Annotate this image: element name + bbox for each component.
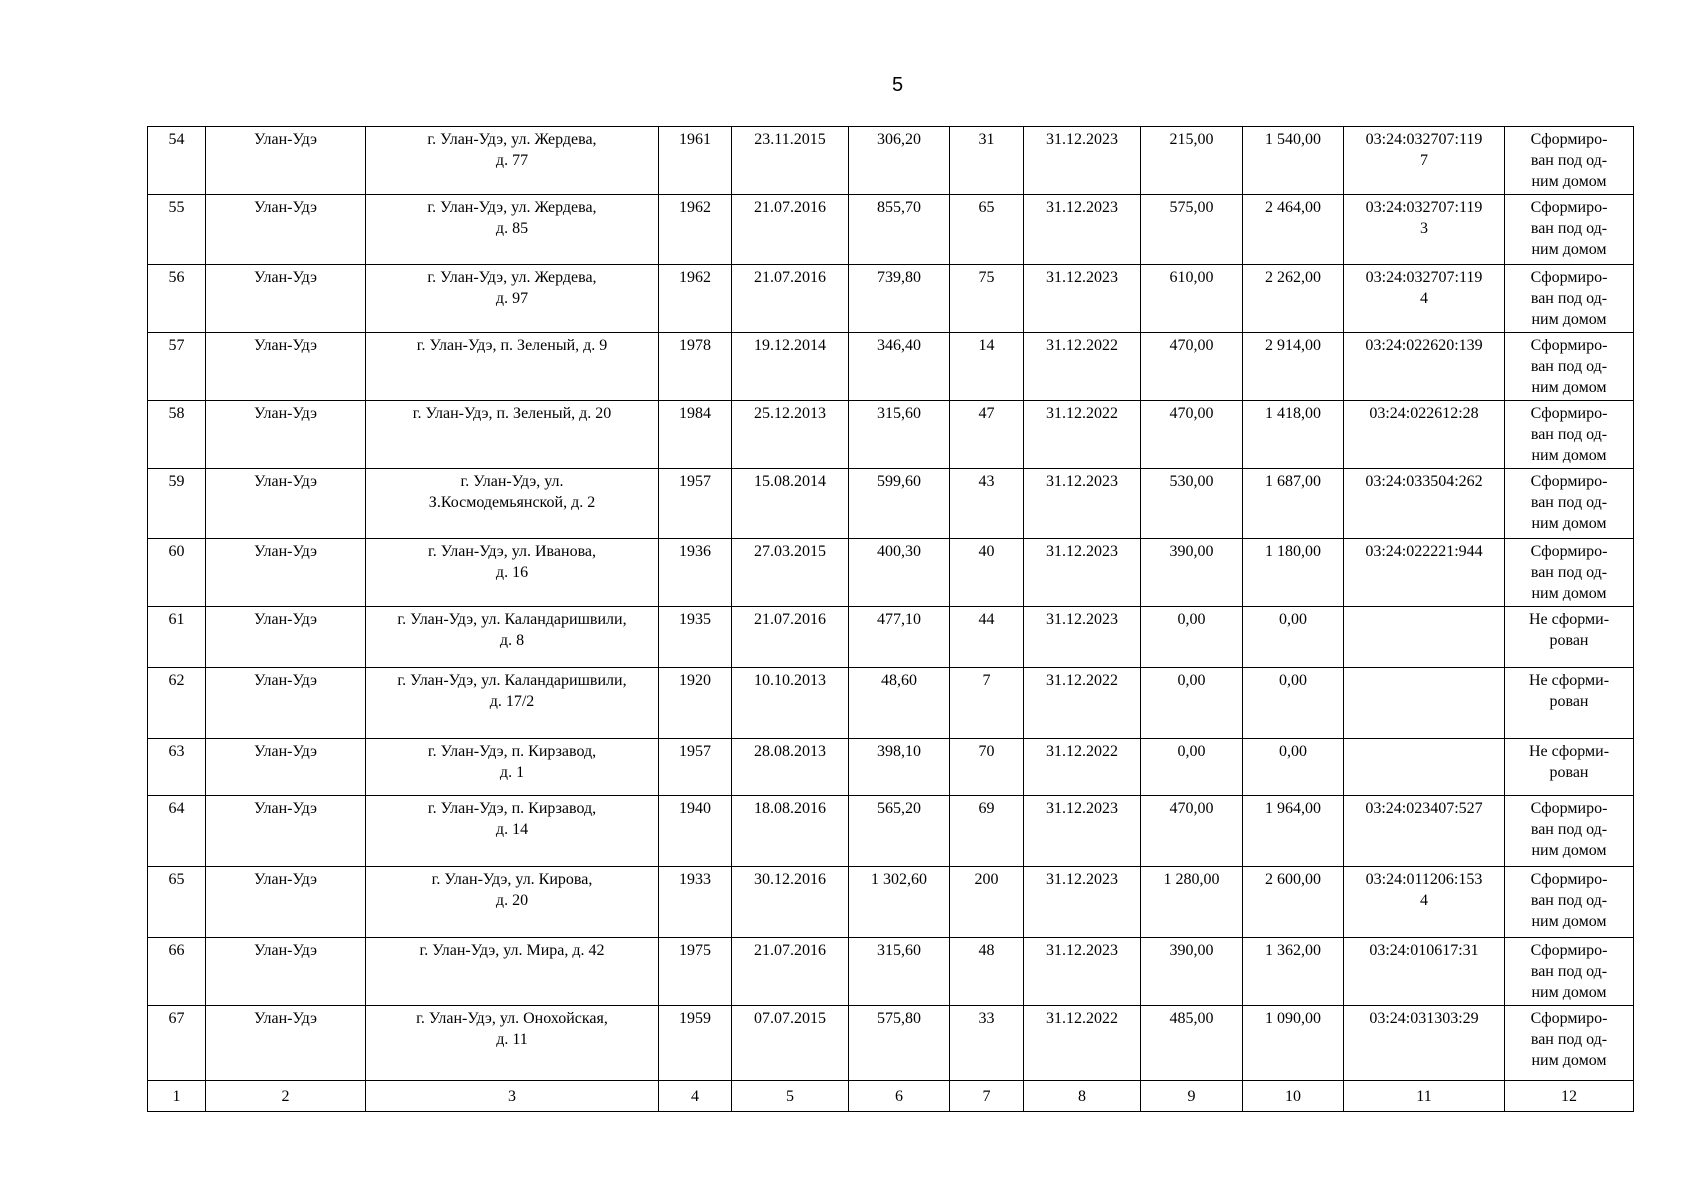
- deadline-cell: 31.12.2022: [1024, 739, 1141, 796]
- city-cell: Улан-Удэ: [206, 739, 366, 796]
- row-number: 62: [148, 668, 206, 739]
- status-line: ним домом: [1531, 241, 1607, 258]
- area-cell: 565,20: [849, 796, 950, 867]
- date-cell: 21.07.2016: [732, 265, 849, 333]
- status-line: Сформиро-: [1530, 871, 1608, 888]
- land-area-cell: 470,00: [1141, 333, 1243, 401]
- status-line: ним домом: [1531, 173, 1607, 190]
- table-row: [148, 539, 1634, 607]
- area-cell: 599,60: [849, 469, 950, 539]
- total-area-cell: 2 464,00: [1243, 195, 1344, 265]
- year-cell: 1940: [659, 796, 732, 867]
- deadline-cell: 31.12.2023: [1024, 607, 1141, 668]
- column-number: 7: [950, 1081, 1024, 1112]
- table-row: [148, 401, 1634, 469]
- cadastral-number-cell: [1344, 668, 1505, 739]
- total-area-cell: 0,00: [1243, 607, 1344, 668]
- column-number: 6: [849, 1081, 950, 1112]
- column-number: 5: [732, 1081, 849, 1112]
- status-line: ним домом: [1531, 984, 1607, 1001]
- status-line: Не сформи-: [1528, 672, 1610, 689]
- deadline-cell: 31.12.2023: [1024, 265, 1141, 333]
- year-cell: 1959: [659, 1006, 732, 1081]
- year-cell: 1957: [659, 739, 732, 796]
- status-line: ван под од-: [1530, 892, 1608, 909]
- status-line: рован: [1549, 632, 1589, 649]
- status-line: ним домом: [1531, 311, 1607, 328]
- address-cell: [366, 333, 659, 401]
- cadastral-line: 03:24:032707:119: [1365, 199, 1483, 216]
- cadastral-line: 7: [1420, 152, 1428, 169]
- area-cell: 398,10: [849, 739, 950, 796]
- land-status-cell: [1505, 539, 1634, 607]
- date-cell: 21.07.2016: [732, 607, 849, 668]
- land-area-cell: 530,00: [1141, 469, 1243, 539]
- people-cell: 48: [950, 938, 1024, 1006]
- status-line: ван под од-: [1530, 564, 1608, 581]
- address-cell: [366, 607, 659, 668]
- deadline-cell: 31.12.2023: [1024, 867, 1141, 938]
- land-area-cell: 390,00: [1141, 938, 1243, 1006]
- cadastral-line: 03:24:032707:119: [1365, 269, 1483, 286]
- address-line: д. 16: [495, 564, 529, 581]
- date-cell: 25.12.2013: [732, 401, 849, 469]
- land-area-cell: 390,00: [1141, 539, 1243, 607]
- address-line: г. Улан-Удэ, ул. Каландаришвили,: [397, 672, 627, 689]
- date-cell: 10.10.2013: [732, 668, 849, 739]
- page-number: 5: [891, 74, 904, 96]
- address-line: г. Улан-Удэ, ул. Жердева,: [427, 131, 597, 148]
- status-line: Сформиро-: [1530, 473, 1608, 490]
- status-line: Сформиро-: [1530, 405, 1608, 422]
- cadastral-line: 03:24:022612:28: [1369, 405, 1479, 422]
- cadastral-line: 4: [1420, 892, 1428, 909]
- deadline-cell: 31.12.2023: [1024, 469, 1141, 539]
- city-cell: Улан-Удэ: [206, 938, 366, 1006]
- status-line: ван под од-: [1530, 152, 1608, 169]
- city-cell: Улан-Удэ: [206, 401, 366, 469]
- people-cell: 69: [950, 796, 1024, 867]
- registry-table: [147, 126, 1634, 1112]
- land-status-cell: [1505, 1006, 1634, 1081]
- status-line: рован: [1549, 764, 1589, 781]
- deadline-cell: 31.12.2022: [1024, 401, 1141, 469]
- cadastral-line: 03:24:032707:119: [1365, 131, 1483, 148]
- table-row: [148, 265, 1634, 333]
- date-cell: 21.07.2016: [732, 195, 849, 265]
- table-row: [148, 867, 1634, 938]
- cadastral-number-cell: [1344, 938, 1505, 1006]
- status-line: Сформиро-: [1530, 199, 1608, 216]
- area-cell: 315,60: [849, 401, 950, 469]
- address-cell: [366, 668, 659, 739]
- address-cell: [366, 796, 659, 867]
- cadastral-line: 03:24:022221:944: [1365, 543, 1483, 560]
- area-cell: 346,40: [849, 333, 950, 401]
- land-status-cell: [1505, 867, 1634, 938]
- status-line: Сформиро-: [1530, 131, 1608, 148]
- total-area-cell: 1 362,00: [1243, 938, 1344, 1006]
- status-line: ван под од-: [1530, 358, 1608, 375]
- deadline-cell: 31.12.2023: [1024, 796, 1141, 867]
- status-line: ним домом: [1531, 1052, 1607, 1069]
- row-number: 59: [148, 469, 206, 539]
- city-cell: Улан-Удэ: [206, 796, 366, 867]
- area-cell: 855,70: [849, 195, 950, 265]
- area-cell: 1 302,60: [849, 867, 950, 938]
- cadastral-number-cell: [1344, 867, 1505, 938]
- address-line: г. Улан-Удэ, п. Зеленый, д. 9: [416, 337, 608, 354]
- city-cell: Улан-Удэ: [206, 539, 366, 607]
- area-cell: 575,80: [849, 1006, 950, 1081]
- address-line: д. 17/2: [489, 693, 535, 710]
- land-status-cell: [1505, 401, 1634, 469]
- date-cell: 19.12.2014: [732, 333, 849, 401]
- people-cell: 47: [950, 401, 1024, 469]
- city-cell: Улан-Удэ: [206, 127, 366, 195]
- column-number: 8: [1024, 1081, 1141, 1112]
- total-area-cell: 1 964,00: [1243, 796, 1344, 867]
- date-cell: 07.07.2015: [732, 1006, 849, 1081]
- status-line: Не сформи-: [1528, 743, 1610, 760]
- land-area-cell: 0,00: [1141, 668, 1243, 739]
- city-cell: Улан-Удэ: [206, 1006, 366, 1081]
- address-line: З.Космодемьянской, д. 2: [428, 494, 596, 511]
- row-number: 58: [148, 401, 206, 469]
- table-row: [148, 469, 1634, 539]
- year-cell: 1984: [659, 401, 732, 469]
- row-number: 61: [148, 607, 206, 668]
- cadastral-line: 03:24:022620:139: [1365, 337, 1483, 354]
- address-line: д. 77: [495, 152, 529, 169]
- city-cell: Улан-Удэ: [206, 265, 366, 333]
- status-line: ним домом: [1531, 515, 1607, 532]
- status-line: ним домом: [1531, 585, 1607, 602]
- cadastral-number-cell: [1344, 127, 1505, 195]
- address-cell: [366, 539, 659, 607]
- people-cell: 200: [950, 867, 1024, 938]
- column-number: 4: [659, 1081, 732, 1112]
- status-line: Сформиро-: [1530, 942, 1608, 959]
- address-line: д. 8: [499, 632, 525, 649]
- status-line: Сформиро-: [1530, 337, 1608, 354]
- land-status-cell: [1505, 469, 1634, 539]
- cadastral-number-cell: [1344, 796, 1505, 867]
- year-cell: 1935: [659, 607, 732, 668]
- people-cell: 7: [950, 668, 1024, 739]
- row-number: 60: [148, 539, 206, 607]
- people-cell: 75: [950, 265, 1024, 333]
- people-cell: 44: [950, 607, 1024, 668]
- column-number: 1: [148, 1081, 206, 1112]
- status-line: Сформиро-: [1530, 543, 1608, 560]
- total-area-cell: 1 540,00: [1243, 127, 1344, 195]
- status-line: ним домом: [1531, 447, 1607, 464]
- column-number: 10: [1243, 1081, 1344, 1112]
- land-area-cell: 0,00: [1141, 607, 1243, 668]
- address-cell: [366, 867, 659, 938]
- address-cell: [366, 265, 659, 333]
- status-line: ним домом: [1531, 842, 1607, 859]
- land-status-cell: [1505, 265, 1634, 333]
- cadastral-line: 4: [1420, 290, 1428, 307]
- city-cell: Улан-Удэ: [206, 469, 366, 539]
- land-area-cell: 1 280,00: [1141, 867, 1243, 938]
- area-cell: 739,80: [849, 265, 950, 333]
- status-line: ним домом: [1531, 379, 1607, 396]
- area-cell: 477,10: [849, 607, 950, 668]
- total-area-cell: 1 687,00: [1243, 469, 1344, 539]
- row-number: 54: [148, 127, 206, 195]
- land-area-cell: 610,00: [1141, 265, 1243, 333]
- row-number: 65: [148, 867, 206, 938]
- date-cell: 21.07.2016: [732, 938, 849, 1006]
- land-status-cell: [1505, 938, 1634, 1006]
- status-line: ван под од-: [1530, 494, 1608, 511]
- cadastral-number-cell: [1344, 1006, 1505, 1081]
- row-number: 66: [148, 938, 206, 1006]
- address-cell: [366, 938, 659, 1006]
- total-area-cell: 1 090,00: [1243, 1006, 1344, 1081]
- row-number: 64: [148, 796, 206, 867]
- status-line: Сформиро-: [1530, 800, 1608, 817]
- total-area-cell: 1 180,00: [1243, 539, 1344, 607]
- year-cell: 1962: [659, 195, 732, 265]
- land-status-cell: [1505, 668, 1634, 739]
- status-line: Сформиро-: [1530, 1010, 1608, 1027]
- status-line: ван под од-: [1530, 220, 1608, 237]
- year-cell: 1957: [659, 469, 732, 539]
- deadline-cell: 31.12.2022: [1024, 668, 1141, 739]
- total-area-cell: 2 600,00: [1243, 867, 1344, 938]
- deadline-cell: 31.12.2023: [1024, 127, 1141, 195]
- total-area-cell: 2 914,00: [1243, 333, 1344, 401]
- address-line: г. Улан-Удэ, п. Зеленый, д. 20: [412, 405, 612, 422]
- deadline-cell: 31.12.2023: [1024, 539, 1141, 607]
- deadline-cell: 31.12.2022: [1024, 1006, 1141, 1081]
- address-line: г. Улан-Удэ, ул. Каландаришвили,: [397, 611, 627, 628]
- column-number: 3: [366, 1081, 659, 1112]
- area-cell: 315,60: [849, 938, 950, 1006]
- address-line: д. 20: [495, 892, 529, 909]
- date-cell: 23.11.2015: [732, 127, 849, 195]
- year-cell: 1936: [659, 539, 732, 607]
- address-line: г. Улан-Удэ, ул.: [460, 473, 564, 490]
- row-number: 63: [148, 739, 206, 796]
- deadline-cell: 31.12.2023: [1024, 938, 1141, 1006]
- address-line: г. Улан-Удэ, ул. Жердева,: [427, 199, 597, 216]
- status-line: ван под од-: [1530, 821, 1608, 838]
- area-cell: 48,60: [849, 668, 950, 739]
- table-row: [148, 195, 1634, 265]
- row-number: 56: [148, 265, 206, 333]
- area-cell: 400,30: [849, 539, 950, 607]
- people-cell: 33: [950, 1006, 1024, 1081]
- cadastral-number-cell: [1344, 333, 1505, 401]
- cadastral-line: 03:24:031303:29: [1369, 1010, 1479, 1027]
- cadastral-number-cell: [1344, 469, 1505, 539]
- address-cell: [366, 469, 659, 539]
- year-cell: 1975: [659, 938, 732, 1006]
- deadline-cell: 31.12.2023: [1024, 195, 1141, 265]
- status-line: ван под од-: [1530, 290, 1608, 307]
- land-status-cell: [1505, 607, 1634, 668]
- cadastral-line: 3: [1420, 220, 1428, 237]
- status-line: ван под од-: [1530, 1031, 1608, 1048]
- cadastral-line: 03:24:023407:527: [1365, 800, 1483, 817]
- row-number: 55: [148, 195, 206, 265]
- city-cell: Улан-Удэ: [206, 333, 366, 401]
- address-line: д. 11: [496, 1031, 528, 1048]
- date-cell: 15.08.2014: [732, 469, 849, 539]
- land-area-cell: 470,00: [1141, 796, 1243, 867]
- address-line: г. Улан-Удэ, ул. Жердева,: [427, 269, 597, 286]
- year-cell: 1961: [659, 127, 732, 195]
- date-cell: 27.03.2015: [732, 539, 849, 607]
- status-line: ван под од-: [1530, 963, 1608, 980]
- total-area-cell: 0,00: [1243, 739, 1344, 796]
- city-cell: Улан-Удэ: [206, 607, 366, 668]
- address-line: д. 85: [495, 220, 529, 237]
- city-cell: Улан-Удэ: [206, 867, 366, 938]
- deadline-cell: 31.12.2022: [1024, 333, 1141, 401]
- cadastral-number-cell: [1344, 739, 1505, 796]
- land-status-cell: [1505, 127, 1634, 195]
- cadastral-number-cell: [1344, 195, 1505, 265]
- column-number: 12: [1505, 1081, 1634, 1112]
- date-cell: 18.08.2016: [732, 796, 849, 867]
- status-line: Сформиро-: [1530, 269, 1608, 286]
- year-cell: 1933: [659, 867, 732, 938]
- people-cell: 40: [950, 539, 1024, 607]
- year-cell: 1920: [659, 668, 732, 739]
- table-row: [148, 127, 1634, 195]
- cadastral-line: 03:24:011206:153: [1365, 871, 1483, 888]
- cadastral-number-cell: [1344, 401, 1505, 469]
- land-status-cell: [1505, 333, 1634, 401]
- land-area-cell: 575,00: [1141, 195, 1243, 265]
- column-number: 11: [1344, 1081, 1505, 1112]
- people-cell: 65: [950, 195, 1024, 265]
- land-status-cell: [1505, 195, 1634, 265]
- cadastral-line: 03:24:010617:31: [1369, 942, 1479, 959]
- row-number: 57: [148, 333, 206, 401]
- area-cell: 306,20: [849, 127, 950, 195]
- status-line: ним домом: [1531, 913, 1607, 930]
- address-line: г. Улан-Удэ, ул. Кирова,: [431, 871, 593, 888]
- land-area-cell: 0,00: [1141, 739, 1243, 796]
- address-cell: [366, 1006, 659, 1081]
- status-line: Не сформи-: [1528, 611, 1610, 628]
- column-number-row: [148, 1081, 1634, 1112]
- people-cell: 14: [950, 333, 1024, 401]
- land-area-cell: 215,00: [1141, 127, 1243, 195]
- column-number: 9: [1141, 1081, 1243, 1112]
- people-cell: 70: [950, 739, 1024, 796]
- land-status-cell: [1505, 796, 1634, 867]
- address-line: д. 14: [495, 821, 529, 838]
- year-cell: 1962: [659, 265, 732, 333]
- address-line: г. Улан-Удэ, п. Кирзавод,: [427, 800, 597, 817]
- cadastral-number-cell: [1344, 539, 1505, 607]
- total-area-cell: 2 262,00: [1243, 265, 1344, 333]
- table-row: [148, 1006, 1634, 1081]
- cadastral-number-cell: [1344, 265, 1505, 333]
- land-area-cell: 485,00: [1141, 1006, 1243, 1081]
- city-cell: Улан-Удэ: [206, 668, 366, 739]
- address-cell: [366, 195, 659, 265]
- address-line: д. 1: [499, 764, 525, 781]
- city-cell: Улан-Удэ: [206, 195, 366, 265]
- date-cell: 28.08.2013: [732, 739, 849, 796]
- address-line: г. Улан-Удэ, ул. Онохойская,: [416, 1010, 608, 1027]
- land-area-cell: 470,00: [1141, 401, 1243, 469]
- address-line: г. Улан-Удэ, п. Кирзавод,: [427, 743, 597, 760]
- address-line: д. 97: [495, 290, 529, 307]
- land-status-cell: [1505, 739, 1634, 796]
- address-cell: [366, 401, 659, 469]
- table-row: [148, 333, 1634, 401]
- table-row: [148, 938, 1634, 1006]
- total-area-cell: 0,00: [1243, 668, 1344, 739]
- cadastral-line: 03:24:033504:262: [1365, 473, 1483, 490]
- year-cell: 1978: [659, 333, 732, 401]
- address-cell: [366, 127, 659, 195]
- table-row: [148, 668, 1634, 739]
- row-number: 67: [148, 1006, 206, 1081]
- table-row: [148, 796, 1634, 867]
- total-area-cell: 1 418,00: [1243, 401, 1344, 469]
- address-line: г. Улан-Удэ, ул. Иванова,: [427, 543, 597, 560]
- address-cell: [366, 739, 659, 796]
- status-line: рован: [1549, 693, 1589, 710]
- people-cell: 31: [950, 127, 1024, 195]
- table-row: [148, 739, 1634, 796]
- address-line: г. Улан-Удэ, ул. Мира, д. 42: [419, 942, 605, 959]
- people-cell: 43: [950, 469, 1024, 539]
- column-number: 2: [206, 1081, 366, 1112]
- cadastral-number-cell: [1344, 607, 1505, 668]
- date-cell: 30.12.2016: [732, 867, 849, 938]
- status-line: ван под од-: [1530, 426, 1608, 443]
- table-row: [148, 607, 1634, 668]
